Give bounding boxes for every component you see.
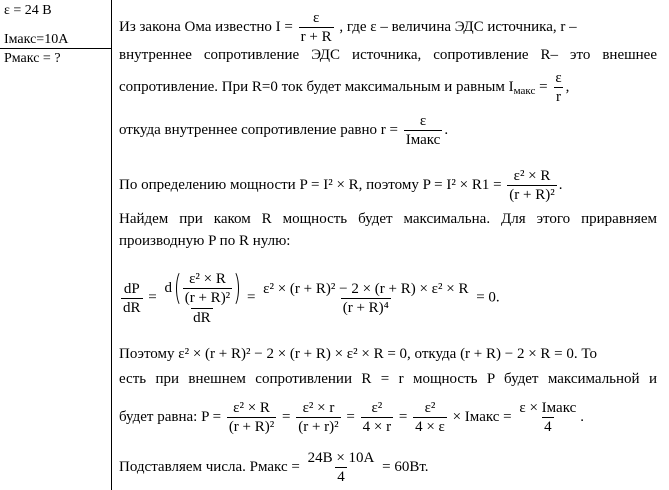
sol-line-4: откуда внутреннее сопротивление равно r = $\frac{\varepsilon}{\text{Iмакс}}$ . [119, 113, 449, 148]
solution-text [119, 0, 657, 490]
sol-line-1: Из закона Ома известно I = $\frac{\varepsilon}{r + R}$ , где ε – величина ЭДС источника, r – [119, 10, 577, 45]
sol-line-6: Найдем при каком R мощность будет максимальна. Для этого приравняем [119, 211, 657, 227]
sol-line-3: сопротивление. При R=0 ток будет максимальным и равным $I_{макс}$ = $\frac{\varepsilon}{r}$ , [119, 70, 570, 105]
sol-line-5: По определению мощности P = I² × R, поэтому P = I² × R1 = $\frac{\text{ε² × R}}{\text{(r + R)²}}$ . [119, 168, 563, 203]
formula-ohm: $\frac{\varepsilon}{r + R}$ [300, 10, 332, 45]
sol-line-10: есть при внешнем сопротивлении R = r мощность P будет максимальной и [119, 371, 657, 387]
given-emf: ε = 24 В [4, 3, 52, 18]
formula-derivative-expanded: $\frac{\text{ε² × (r + R)² − 2 × (r + R) × ε² × R}}{\text{(r + R)⁴}}$ [263, 280, 469, 316]
given-pmax: Pмакс = ? [4, 51, 61, 66]
sol-line-7: производную P по R нулю: [119, 233, 291, 249]
sol-line-2: внутреннее сопротивление ЭДС источника, сопротивление R– это внешнее [119, 47, 657, 63]
given-divider [0, 48, 112, 49]
formula-r: $\frac{\varepsilon}{\text{Iмакс}}$ [405, 113, 441, 148]
formula-power: $\frac{\text{ε² × R}}{\text{(r + R)²}}$ [509, 168, 555, 203]
sol-line-8: $\frac{dP}{dR}$ = d $\frac{\text{ε² × R}}{\text{(r + R)²}}$ dR = $\frac{\text{ε² × (r + R)² − 2 × (r + R) × ε² × R}}{\text{(r + R)⁴}}$ = 0. [123, 271, 500, 326]
sol-line-9: Поэтому ε² × (r + R)² − 2 × (r + R) × ε² × R = 0, откуда (r + R) − 2 × R = 0. То [119, 346, 597, 362]
formula-imax: $\frac{\varepsilon}{r}$ [555, 70, 562, 105]
sol-line-11: будет равна: P = $\frac{\text{ε² × R}}{\text{(r + R)²}}$ = $\frac{\text{ε² × r}}{\text{(r + r)²}}$ = $\frac{\text{ε²}}{4 \times r}$ = $\frac{\text{ε²}}{4 \times \varepsilon}$ × Iмакс = $\frac{\text{ε × Iмакс}}{4}$ . [119, 400, 585, 435]
given-column [0, 0, 112, 490]
sol-line-12: Подставляем числа. Pмакс = $\frac{24В \times 10А}{4}$ = 60Вт. [119, 450, 429, 485]
given-imax: Iмакс=10А [4, 32, 69, 47]
formula-dP-dR: $\frac{dP}{dR}$ [123, 280, 141, 316]
formula-derivative: d $\frac{\text{ε² × R}}{\text{(r + R)²}}$ dR [162, 270, 241, 326]
